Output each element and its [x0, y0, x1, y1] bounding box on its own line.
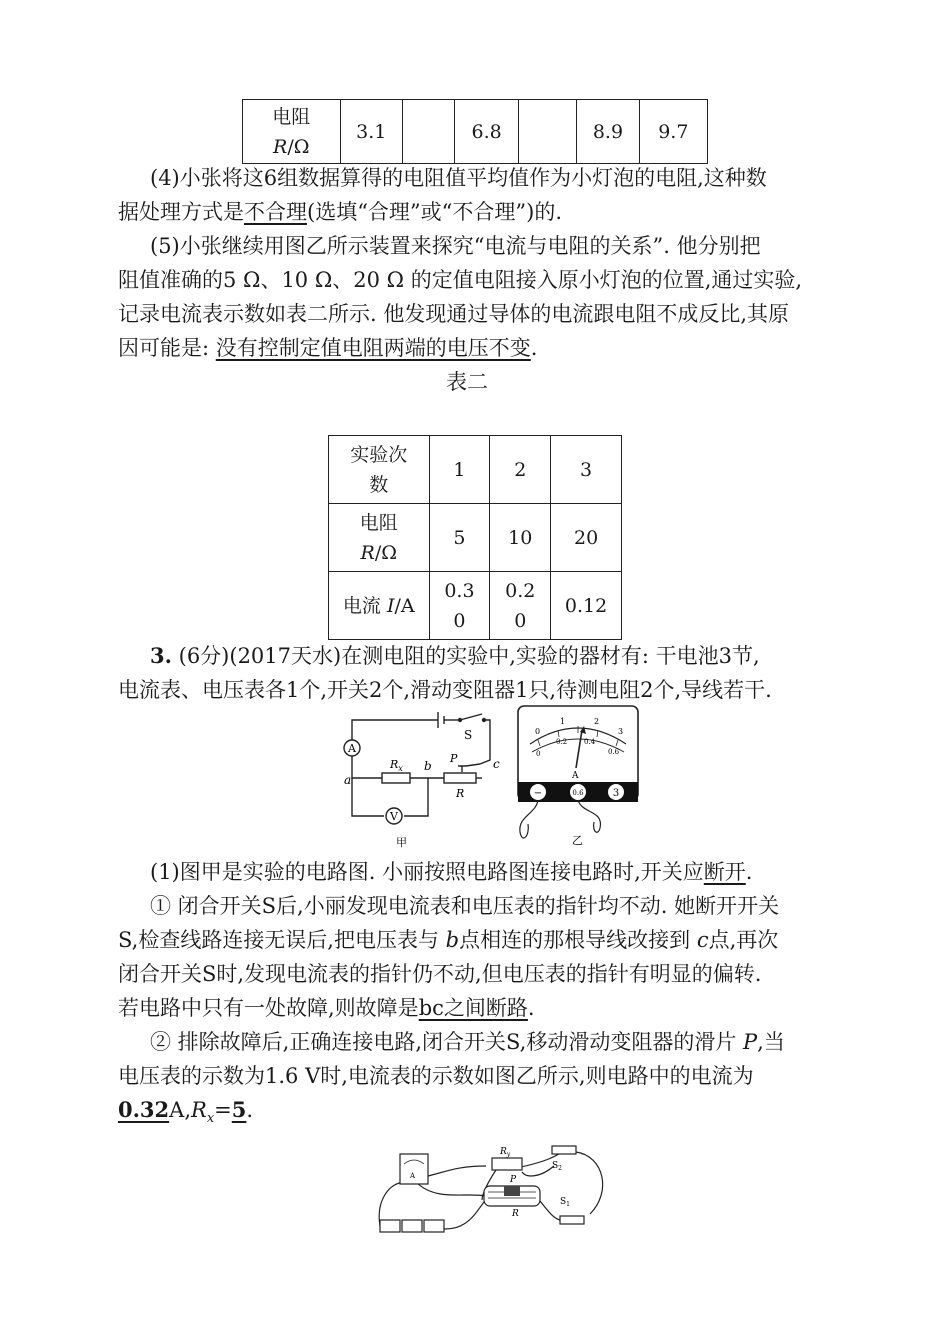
table2-current: 0.12	[551, 572, 622, 640]
p-label: P	[510, 1175, 517, 1185]
table1-cell	[519, 100, 577, 164]
switch-label: S	[464, 728, 473, 742]
table1-row-label: 电阻 R/Ω	[243, 100, 341, 164]
rheostat-label: R	[456, 787, 465, 800]
q3-1-s1-line-3: 闭合开关S时,发现电流表的指针仍不动,但电压表的指针有明显的偏转.	[118, 962, 762, 986]
q3-1-s2-line-3: $0.32A,R_x=5$.	[118, 1097, 254, 1127]
resistance-table-1	[242, 99, 708, 164]
table-2	[328, 435, 622, 640]
svg-text:3: 3	[618, 727, 624, 736]
ammeter-label: A	[348, 742, 356, 755]
table2-header-label: 实验次 数	[329, 436, 430, 504]
q3-1-s1-line-2: S,检查线路连接无误后,把电压表与 b点相连的那根导线改接到 c点,再次	[118, 928, 779, 952]
table2-title: 表二	[446, 370, 488, 394]
q3-1-s2-line-2: 电压表的示数为1.6 V时,电流表的示数如图乙所示,则电路中的电流为	[118, 1064, 754, 1088]
node-a-label: a	[344, 773, 352, 787]
q5-answer: 没有控制定值电阻两端的电压不变	[215, 336, 531, 360]
table1-cell: 9.7	[639, 100, 707, 164]
table1-cell: 6.8	[454, 100, 518, 164]
node-c-label: c	[493, 757, 500, 771]
q3-1-s2-line-1: ② 排除故障后,正确连接电路,闭合开关S,移动滑动变阻器的滑片 P,当	[150, 1030, 785, 1054]
svg-text:0.2: 0.2	[556, 738, 568, 746]
q5-line-3: 记录电流表示数如表二所示. 他发现通过导体的电流跟电阻不成反比,其原	[118, 302, 790, 326]
table1-cell: 8.9	[577, 100, 639, 164]
table2-current: 0.3 0	[429, 572, 490, 640]
meter-unit-label: A	[572, 771, 579, 781]
q5-line-1: (5)小张继续用图乙所示装置来探究“电流与电阻的关系”. 他分别把	[150, 234, 761, 258]
table2-trial: 3	[551, 436, 622, 504]
caption-yi: 乙	[572, 834, 583, 847]
table2-current-label: 电流 I/A	[329, 572, 430, 640]
svg-text:1: 1	[560, 717, 566, 726]
q4-answer: 不合理	[244, 200, 307, 224]
q5-line-2: 阻值准确的5 Ω、10 Ω、20 Ω 的定值电阻接入原小灯泡的位置,通过实验,	[118, 268, 803, 292]
svg-text:A: A	[410, 1172, 416, 1180]
table2-resistance: 5	[429, 504, 490, 572]
caption-jia: 甲	[396, 836, 407, 849]
q3-1-answer-2: bc之间断路	[418, 996, 528, 1020]
ammeter-figure-yi	[508, 704, 648, 852]
r-label: R	[512, 1209, 519, 1219]
slider-p-label: P	[450, 752, 458, 765]
svg-text:0: 0	[536, 750, 541, 758]
ry-label: $R_y$	[500, 1147, 511, 1158]
q4-line-2: 据处理方式是不合理(选填“合理”或“不合理”)的.	[118, 200, 563, 224]
switch-s1-device	[560, 1216, 584, 1224]
svg-text:2: 2	[594, 717, 600, 726]
s2-label: $S_2$	[552, 1161, 562, 1172]
table2-resistance-label: 电阻 R/Ω	[329, 504, 430, 572]
q3-1-s1-line-1: ① 闭合开关S后,小丽发现电流表和电压表的指针均不动. 她断开开关	[150, 894, 780, 918]
voltmeter-label: V	[390, 810, 398, 823]
svg-text:0.4: 0.4	[584, 738, 596, 746]
q3-1-answer-4: 5	[231, 1097, 247, 1122]
table2-resistance: 20	[551, 504, 622, 572]
terminal-0.6: 0.6	[572, 789, 584, 797]
svg-text:0.6: 0.6	[608, 748, 620, 756]
rx-label: $R_x$	[390, 758, 403, 773]
q5-line-4: 因可能是: 没有控制定值电阻两端的电压不变.	[118, 336, 538, 360]
terminal-3: 3	[612, 788, 620, 799]
q3-1-line-1: (1)图甲是实验的电路图. 小丽按照电路图连接电路时,开关应断开.	[150, 860, 753, 884]
table1-cell: 3.1	[340, 100, 402, 164]
node-b-label: b	[424, 759, 432, 773]
q3-1-s1-line-4: 若电路中只有一处故障,则故障是bc之间断路.	[118, 996, 535, 1020]
q3-line-2: 电流表、电压表各1个,开关2个,滑动变阻器1只,待测电阻2个,导线若干.	[118, 678, 772, 702]
q3-1-answer-1: 断开	[703, 860, 746, 884]
table1-cell	[402, 100, 454, 164]
switch-s2-device	[552, 1146, 576, 1154]
s1-label: $S_1$	[560, 1197, 570, 1208]
q4-line-1: (4)小张将这6组数据算得的电阻值平均值作为小灯泡的电阻,这种数	[150, 166, 767, 190]
table2-current: 0.2 0	[490, 572, 551, 640]
table2-trial: 1	[429, 436, 490, 504]
physical-circuit-figure	[376, 1142, 612, 1242]
table2-trial: 2	[490, 436, 551, 504]
circuit-diagram-jia	[340, 708, 520, 850]
terminal-negative: −	[533, 788, 543, 799]
q3-1-answer-3: 0.32	[118, 1097, 170, 1122]
table2-resistance: 10	[490, 504, 551, 572]
battery-pack	[380, 1220, 444, 1232]
resistor-ry-device	[492, 1158, 522, 1170]
svg-text:0: 0	[535, 727, 541, 736]
q3-line-1: 3. (6分)(2017天水)在测电阻的实验中,实验的器材有: 干电池3节,	[150, 643, 760, 668]
